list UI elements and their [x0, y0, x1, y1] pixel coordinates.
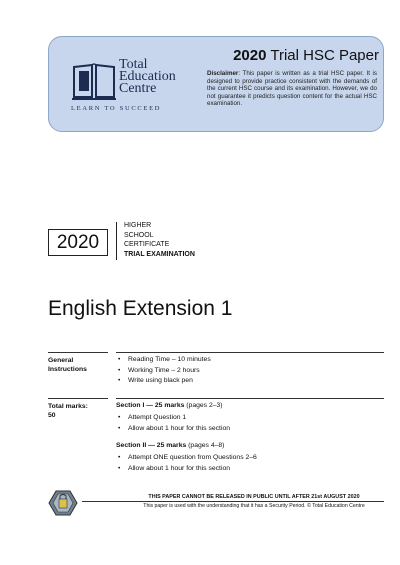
section-1-heading	[116, 402, 223, 409]
general-instructions-list	[116, 355, 211, 387]
paper-title	[203, 47, 379, 64]
exam-year-box: 2020	[48, 229, 108, 256]
divider-general-label	[48, 352, 108, 353]
total-marks-value: 50	[48, 412, 56, 419]
section-2-pages: (pages 4–8)	[186, 442, 225, 449]
logo-line-1: Total	[119, 57, 148, 72]
divider-general-content	[116, 352, 384, 353]
section-2-title: Section II — 25 marks	[116, 442, 187, 449]
hsc-line-2: SCHOOL	[124, 231, 154, 239]
logo-wordmark	[119, 59, 209, 95]
list-item: • Reading Time – 10 minutes	[116, 355, 211, 366]
logo-line-3: Centre	[119, 81, 157, 96]
subject-title: English Extension 1	[48, 297, 233, 320]
general-label-line-2: Instructions	[48, 366, 87, 373]
divider-vertical	[116, 222, 117, 260]
security-period-notice: This paper is used with the understanding that it has a Security Period. © Total Education Centre	[143, 503, 365, 509]
disclaimer	[207, 70, 377, 108]
hsc-certificate-label	[124, 221, 195, 259]
general-instructions-label	[48, 356, 87, 374]
list-item: • Working Time – 2 hours	[116, 366, 211, 377]
list-item: • Attempt Question 1	[116, 413, 230, 424]
general-label-line-1: General	[48, 357, 74, 364]
section-2-list	[116, 453, 257, 474]
paper-title-year: 2020	[233, 47, 267, 64]
divider-marks-content	[116, 398, 384, 399]
logo-tagline: LEARN TO SUCCEED	[71, 105, 162, 112]
list-item: • Allow about 1 hour for this section	[116, 464, 257, 475]
total-marks-title: Total marks:	[48, 403, 88, 410]
open-book-icon	[71, 61, 117, 101]
list-item: • Allow about 1 hour for this section	[116, 424, 230, 435]
security-seal-icon	[48, 490, 78, 516]
hsc-line-3: CERTIFICATE	[124, 241, 170, 248]
section-2-heading	[116, 442, 224, 449]
hsc-line-1: HIGHER	[124, 222, 152, 229]
tec-logo	[71, 57, 211, 127]
section-1-list	[116, 413, 230, 434]
list-item: • Attempt ONE question from Questions 2–6	[116, 453, 257, 464]
header-banner	[48, 36, 384, 132]
divider-marks-label	[48, 398, 108, 399]
logo-line-2: Education	[119, 69, 176, 84]
footer-divider	[82, 501, 384, 502]
disclaimer-text: : This paper is written as a trial HSC paper. It is designed to provide practice consistent with the demands of the current HSC course and its examination. However, we do not guarantee it predicts question content for the actual HSC examination.	[207, 70, 377, 108]
total-marks-label	[48, 402, 88, 420]
release-notice: THIS PAPER CANNOT BE RELEASED IN PUBLIC UNTIL AFTER 21st AUGUST 2020	[148, 494, 360, 500]
hsc-line-4: TRIAL EXAMINATION	[124, 250, 195, 258]
list-item: • Write using black pen	[116, 376, 211, 387]
security-notice	[48, 492, 384, 514]
section-1-title: Section I — 25 marks	[116, 402, 185, 409]
paper-title-text: Trial HSC Paper	[266, 47, 379, 64]
disclaimer-label: Disclaimer	[207, 70, 239, 77]
section-1-pages: (pages 2–3)	[184, 402, 223, 409]
